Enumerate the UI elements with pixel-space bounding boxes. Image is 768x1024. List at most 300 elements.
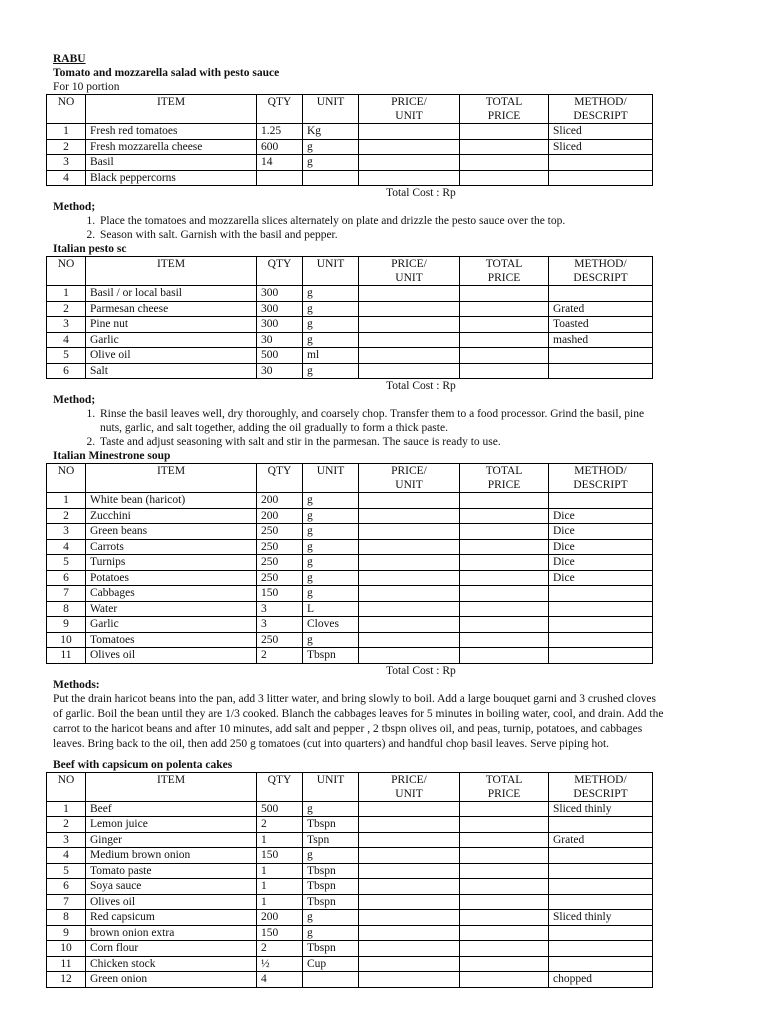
cell-price-unit [359, 363, 460, 379]
cell-total-price [460, 301, 549, 317]
table-row [47, 817, 653, 833]
table-header-row [47, 772, 653, 801]
cell-qty: 1 [257, 879, 303, 895]
cell-method-descript [549, 155, 653, 171]
cell-total-price [460, 555, 549, 571]
cell-no: 12 [47, 972, 86, 988]
cell-unit: g [303, 570, 359, 586]
cell-price-unit [359, 910, 460, 926]
header-item: ITEM [86, 464, 257, 493]
table-row [47, 848, 653, 864]
header-qty: QTY [257, 257, 303, 286]
cell-item: Olive oil [86, 348, 257, 364]
cell-item: Basil [86, 155, 257, 171]
cell-total-price [460, 348, 549, 364]
cell-qty: 30 [257, 332, 303, 348]
cell-total-price [460, 648, 549, 664]
table-row [47, 956, 653, 972]
table-row [47, 363, 653, 379]
header-item: ITEM [86, 257, 257, 286]
recipe-document [53, 52, 663, 988]
cell-total-price [460, 139, 549, 155]
header-method-descript: METHOD/ DESCRIPT [549, 95, 653, 124]
table-row [47, 508, 653, 524]
cell-price-unit [359, 972, 460, 988]
cell-item: Corn flour [86, 941, 257, 957]
cell-method-descript [549, 493, 653, 509]
ingredient-table [46, 772, 653, 988]
cell-price-unit [359, 601, 460, 617]
cell-unit: g [303, 925, 359, 941]
cell-no: 6 [47, 363, 86, 379]
cell-method-descript [549, 348, 653, 364]
table-row [47, 801, 653, 817]
method-step: 1. Place the tomatoes and mozzarella slices alternately on plate and drizzle the pesto sauce over the top. [98, 214, 663, 228]
cell-method-descript: Sliced thinly [549, 801, 653, 817]
cell-qty: 250 [257, 555, 303, 571]
total-cost: Total Cost : Rp [386, 380, 456, 392]
cell-no: 3 [47, 524, 86, 540]
cell-unit: g [303, 586, 359, 602]
cell-no: 9 [47, 617, 86, 633]
cell-item: Chicken stock [86, 956, 257, 972]
header-no: NO [47, 772, 86, 801]
cell-total-price [460, 632, 549, 648]
cell-no: 5 [47, 348, 86, 364]
cell-price-unit [359, 817, 460, 833]
cell-price-unit [359, 493, 460, 509]
cell-price-unit [359, 648, 460, 664]
table-row [47, 170, 653, 186]
header-no: NO [47, 464, 86, 493]
cell-unit: g [303, 539, 359, 555]
header-method-descript: METHOD/ DESCRIPT [549, 772, 653, 801]
cell-qty: 200 [257, 493, 303, 509]
cell-method-descript [549, 925, 653, 941]
table-row [47, 617, 653, 633]
cell-item: White bean (haricot) [86, 493, 257, 509]
cell-price-unit [359, 508, 460, 524]
cell-total-price [460, 286, 549, 302]
cell-total-price [460, 586, 549, 602]
cell-item: Tomatoes [86, 632, 257, 648]
cell-no: 11 [47, 956, 86, 972]
cell-qty: 2 [257, 648, 303, 664]
cell-unit: Cup [303, 956, 359, 972]
cell-no: 8 [47, 910, 86, 926]
cell-price-unit [359, 555, 460, 571]
cell-total-price [460, 317, 549, 333]
cell-price-unit [359, 286, 460, 302]
cell-unit: Tbspn [303, 648, 359, 664]
cell-unit: g [303, 301, 359, 317]
cell-no: 10 [47, 941, 86, 957]
table-row [47, 539, 653, 555]
cell-method-descript [549, 170, 653, 186]
cell-unit: g [303, 848, 359, 864]
table-row [47, 286, 653, 302]
cell-qty [257, 170, 303, 186]
cell-item: Beef [86, 801, 257, 817]
cell-item: Red capsicum [86, 910, 257, 926]
cell-price-unit [359, 894, 460, 910]
table-row [47, 139, 653, 155]
cell-method-descript: Sliced [549, 124, 653, 140]
cell-method-descript [549, 648, 653, 664]
cell-no: 4 [47, 848, 86, 864]
header-price-unit: PRICE/ UNIT [359, 95, 460, 124]
table-row [47, 894, 653, 910]
recipe-title: Tomato and mozzarella salad with pesto sauce [53, 67, 280, 79]
cell-item: Pine nut [86, 317, 257, 333]
cell-qty: 300 [257, 317, 303, 333]
method-label: Method; [53, 201, 96, 213]
cell-price-unit [359, 139, 460, 155]
cell-method-descript [549, 601, 653, 617]
cell-unit: g [303, 508, 359, 524]
table-row [47, 155, 653, 171]
cell-no: 2 [47, 508, 86, 524]
cell-no: 8 [47, 601, 86, 617]
cell-qty: 150 [257, 848, 303, 864]
cell-total-price [460, 925, 549, 941]
table-row [47, 632, 653, 648]
cell-method-descript [549, 879, 653, 895]
cell-price-unit [359, 956, 460, 972]
cell-unit: Tbspn [303, 941, 359, 957]
cell-unit: g [303, 524, 359, 540]
cell-item: Cabbages [86, 586, 257, 602]
cell-total-price [460, 832, 549, 848]
cell-no: 5 [47, 863, 86, 879]
table-row [47, 863, 653, 879]
cell-item: Tomato paste [86, 863, 257, 879]
cell-price-unit [359, 317, 460, 333]
cell-no: 1 [47, 286, 86, 302]
cell-item: Garlic [86, 332, 257, 348]
cell-qty: 250 [257, 632, 303, 648]
table-row [47, 601, 653, 617]
cell-price-unit [359, 632, 460, 648]
cell-method-descript: Sliced [549, 139, 653, 155]
cell-qty: 2 [257, 817, 303, 833]
cell-total-price [460, 363, 549, 379]
cell-total-price [460, 170, 549, 186]
cell-item: Black peppercorns [86, 170, 257, 186]
cell-unit: Cloves [303, 617, 359, 633]
cell-method-descript [549, 617, 653, 633]
header-unit: UNIT [303, 95, 359, 124]
ingredient-table [46, 256, 653, 379]
cell-no: 2 [47, 139, 86, 155]
cell-qty: 250 [257, 539, 303, 555]
cell-item: brown onion extra [86, 925, 257, 941]
cell-qty: 150 [257, 586, 303, 602]
cell-item: Medium brown onion [86, 848, 257, 864]
recipe-title: Beef with capsicum on polenta cakes [53, 758, 233, 771]
cell-qty: 300 [257, 301, 303, 317]
cell-method-descript: Grated [549, 832, 653, 848]
cell-method-descript: Dice [549, 508, 653, 524]
cell-qty: 1 [257, 894, 303, 910]
table-row [47, 124, 653, 140]
cell-no: 3 [47, 155, 86, 171]
cell-qty: 300 [257, 286, 303, 302]
table-header-row [47, 464, 653, 493]
table-row [47, 332, 653, 348]
cell-qty: ½ [257, 956, 303, 972]
table-row [47, 832, 653, 848]
cell-no: 1 [47, 493, 86, 509]
cell-price-unit [359, 124, 460, 140]
cell-method-descript: Sliced thinly [549, 910, 653, 926]
cell-total-price [460, 941, 549, 957]
cell-qty: 14 [257, 155, 303, 171]
cell-price-unit [359, 941, 460, 957]
table-row [47, 910, 653, 926]
portion-text: For 10 portion [53, 81, 120, 93]
method-steps [53, 407, 663, 449]
cell-no: 5 [47, 555, 86, 571]
cell-no: 2 [47, 817, 86, 833]
day-heading: RABU [53, 53, 86, 65]
cell-item: Fresh mozzarella cheese [86, 139, 257, 155]
table-header-row [47, 257, 653, 286]
cell-qty: 500 [257, 348, 303, 364]
cell-qty: 200 [257, 910, 303, 926]
cell-item: Potatoes [86, 570, 257, 586]
cell-total-price [460, 508, 549, 524]
cell-unit: Tbspn [303, 894, 359, 910]
cell-unit: g [303, 555, 359, 571]
header-no: NO [47, 95, 86, 124]
cell-total-price [460, 863, 549, 879]
cell-method-descript [549, 863, 653, 879]
cell-price-unit [359, 879, 460, 895]
cell-total-price [460, 956, 549, 972]
recipe-title: Italian pesto sc [53, 243, 127, 255]
cell-no: 1 [47, 124, 86, 140]
cell-method-descript: Dice [549, 524, 653, 540]
cell-unit: g [303, 286, 359, 302]
cell-unit: g [303, 139, 359, 155]
cell-item: Parmesan cheese [86, 301, 257, 317]
cell-qty: 4 [257, 972, 303, 988]
table-row [47, 317, 653, 333]
header-price-unit: PRICE/ UNIT [359, 464, 460, 493]
cell-total-price [460, 879, 549, 895]
cell-item: Carrots [86, 539, 257, 555]
cell-no: 7 [47, 894, 86, 910]
cell-item: Ginger [86, 832, 257, 848]
header-qty: QTY [257, 464, 303, 493]
cell-total-price [460, 910, 549, 926]
cell-no: 6 [47, 879, 86, 895]
cell-total-price [460, 972, 549, 988]
header-unit: UNIT [303, 257, 359, 286]
cell-total-price [460, 894, 549, 910]
cell-total-price [460, 124, 549, 140]
cell-unit: Tbspn [303, 863, 359, 879]
cell-qty: 1.25 [257, 124, 303, 140]
cell-price-unit [359, 801, 460, 817]
cell-unit: g [303, 332, 359, 348]
ingredient-table [46, 463, 653, 664]
cell-item: Green beans [86, 524, 257, 540]
cell-price-unit [359, 348, 460, 364]
cell-unit: g [303, 155, 359, 171]
cell-total-price [460, 155, 549, 171]
cell-total-price [460, 539, 549, 555]
cell-unit: g [303, 910, 359, 926]
table-row [47, 925, 653, 941]
table-row [47, 301, 653, 317]
cell-total-price [460, 617, 549, 633]
cell-item: Soya sauce [86, 879, 257, 895]
header-no: NO [47, 257, 86, 286]
cell-total-price [460, 332, 549, 348]
cell-method-descript [549, 817, 653, 833]
cell-item: Olives oil [86, 648, 257, 664]
cell-method-descript: Grated [549, 301, 653, 317]
header-qty: QTY [257, 772, 303, 801]
cell-no: 4 [47, 539, 86, 555]
cell-qty: 500 [257, 801, 303, 817]
cell-price-unit [359, 170, 460, 186]
cell-unit: g [303, 363, 359, 379]
cell-item: Zucchini [86, 508, 257, 524]
cell-total-price [460, 493, 549, 509]
cell-total-price [460, 570, 549, 586]
cell-price-unit [359, 586, 460, 602]
cell-item: Lemon juice [86, 817, 257, 833]
cell-total-price [460, 848, 549, 864]
total-cost: Total Cost : Rp [386, 187, 456, 199]
cell-item: Water [86, 601, 257, 617]
cell-item: Green onion [86, 972, 257, 988]
cell-unit [303, 170, 359, 186]
cell-qty: 1 [257, 863, 303, 879]
cell-price-unit [359, 332, 460, 348]
table-row [47, 493, 653, 509]
cell-method-descript [549, 286, 653, 302]
cell-no: 10 [47, 632, 86, 648]
method-step: 1. Rinse the basil leaves well, dry thoroughly, and coarsely chop. Transfer them to a food processor. Grind the basil, pine nuts, garlic, and salt together, adding the oil gradually to form a thick paste. [98, 407, 663, 435]
cell-qty: 250 [257, 524, 303, 540]
table-row [47, 586, 653, 602]
cell-price-unit [359, 524, 460, 540]
table-row [47, 555, 653, 571]
cell-method-descript [549, 586, 653, 602]
ingredient-table [46, 94, 653, 186]
cell-unit: Tspn [303, 832, 359, 848]
method-paragraph: Put the drain haricot beans into the pan, add 3 litter water, and bring slowly to boil. Add a large bouquet garni and 3 crushed cloves of garlic. Boil the bean until they are 1/3 cooked. Blanch the cabbages leaves for 5 minutes in boiling water, cool, and drain. Add the carrot to the haricot beans and after 10 minutes, add salt and pepper , 2 tbspn olives oil, and peas, turnip, potatoes, and cabbages leaves. Bring back to the oil, then add 250 g tomatoes (cut into quarters) and handful chop basil leaves. Serve piping hot. [53, 692, 664, 750]
cell-unit: Tbspn [303, 879, 359, 895]
table-row [47, 879, 653, 895]
cell-unit: g [303, 801, 359, 817]
cell-no: 4 [47, 170, 86, 186]
method-label: Method; [53, 394, 96, 406]
cell-total-price [460, 817, 549, 833]
header-unit: UNIT [303, 772, 359, 801]
cell-no: 9 [47, 925, 86, 941]
cell-method-descript: Toasted [549, 317, 653, 333]
table-row [47, 648, 653, 664]
cell-item: Turnips [86, 555, 257, 571]
cell-method-descript: chopped [549, 972, 653, 988]
cell-item: Fresh red tomatoes [86, 124, 257, 140]
cell-method-descript [549, 632, 653, 648]
cell-item: Salt [86, 363, 257, 379]
cell-item: Basil / or local basil [86, 286, 257, 302]
cell-unit: g [303, 632, 359, 648]
cell-unit [303, 972, 359, 988]
cell-price-unit [359, 848, 460, 864]
header-total-price: TOTAL PRICE [460, 257, 549, 286]
cell-no: 2 [47, 301, 86, 317]
cell-no: 3 [47, 317, 86, 333]
header-price-unit: PRICE/ UNIT [359, 772, 460, 801]
method-steps [53, 214, 663, 242]
cell-unit: ml [303, 348, 359, 364]
cell-no: 1 [47, 801, 86, 817]
method-step: 2. Season with salt. Garnish with the basil and pepper. [98, 228, 663, 242]
header-unit: UNIT [303, 464, 359, 493]
cell-qty: 200 [257, 508, 303, 524]
header-qty: QTY [257, 95, 303, 124]
header-method-descript: METHOD/ DESCRIPT [549, 464, 653, 493]
table-row [47, 570, 653, 586]
cell-method-descript [549, 956, 653, 972]
cell-price-unit [359, 155, 460, 171]
cell-total-price [460, 601, 549, 617]
header-method-descript: METHOD/ DESCRIPT [549, 257, 653, 286]
cell-unit: Tbspn [303, 817, 359, 833]
table-row [47, 941, 653, 957]
cell-no: 7 [47, 586, 86, 602]
cell-price-unit [359, 570, 460, 586]
cell-unit: g [303, 317, 359, 333]
cell-method-descript: Dice [549, 570, 653, 586]
cell-price-unit [359, 301, 460, 317]
table-header-row [47, 95, 653, 124]
cell-qty: 600 [257, 139, 303, 155]
method-step: 2. Taste and adjust seasoning with salt and stir in the parmesan. The sauce is ready to use. [98, 435, 663, 449]
cell-qty: 1 [257, 832, 303, 848]
cell-total-price [460, 801, 549, 817]
cell-qty: 30 [257, 363, 303, 379]
cell-price-unit [359, 863, 460, 879]
cell-unit: g [303, 493, 359, 509]
header-item: ITEM [86, 95, 257, 124]
table-row [47, 348, 653, 364]
cell-item: Garlic [86, 617, 257, 633]
cell-method-descript: mashed [549, 332, 653, 348]
header-price-unit: PRICE/ UNIT [359, 257, 460, 286]
cell-qty: 3 [257, 617, 303, 633]
cell-method-descript [549, 848, 653, 864]
cell-qty: 2 [257, 941, 303, 957]
cell-price-unit [359, 925, 460, 941]
total-cost: Total Cost : Rp [386, 664, 456, 677]
header-item: ITEM [86, 772, 257, 801]
cell-qty: 250 [257, 570, 303, 586]
cell-method-descript: Dice [549, 555, 653, 571]
header-total-price: TOTAL PRICE [460, 772, 549, 801]
cell-no: 6 [47, 570, 86, 586]
method-label: Methods: [53, 678, 100, 691]
cell-qty: 150 [257, 925, 303, 941]
